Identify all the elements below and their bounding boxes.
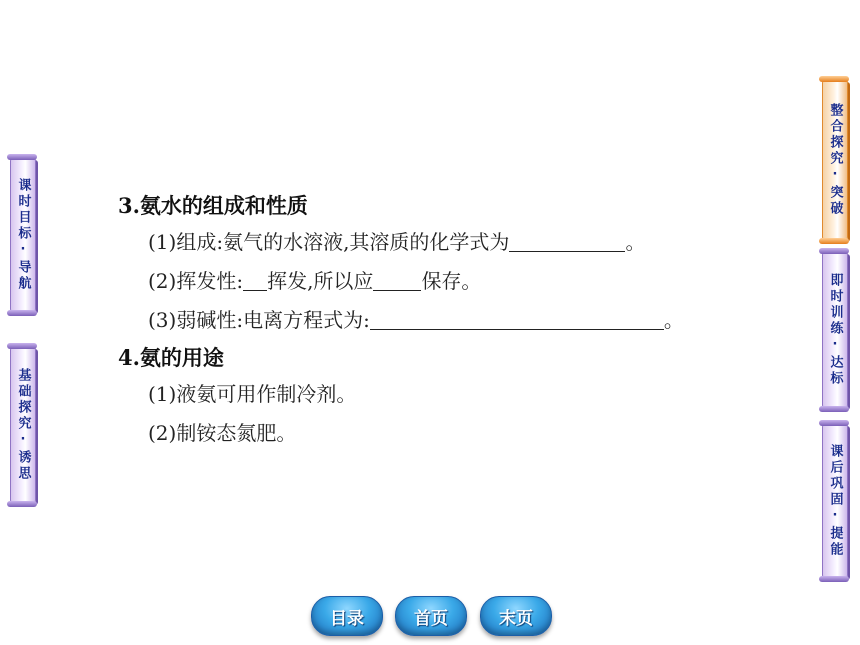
tab-integrated-explore-label: 整合探究·突破	[827, 103, 843, 217]
line-composition	[148, 223, 758, 262]
heading-ammonia-uses: 4.氨的用途	[118, 345, 224, 370]
volatility-end: 保存。	[421, 269, 482, 293]
blank-volatility	[243, 266, 267, 291]
toc-button[interactable]: 目录	[311, 596, 383, 636]
tab-integrated-explore[interactable]	[822, 80, 848, 240]
tab-course-goals[interactable]	[10, 158, 36, 312]
bottom-nav	[0, 596, 860, 636]
slide-content	[118, 188, 758, 453]
tab-basic-explore-label: 基础探究·诱思	[15, 368, 31, 482]
tab-instant-practice-label: 即时训练·达标	[827, 273, 843, 387]
composition-end: 。	[625, 230, 646, 254]
tab-after-class-label: 课后巩固·提能	[827, 444, 843, 558]
home-button[interactable]: 首页	[395, 596, 467, 636]
last-page-button[interactable]: 末页	[480, 596, 552, 636]
tab-course-goals-label: 课时目标·导航	[15, 178, 31, 292]
volatility-text: (2)挥发性:	[148, 269, 244, 293]
weak-base-end: 。	[663, 308, 684, 332]
tab-basic-explore[interactable]	[10, 347, 36, 503]
line-weak-base	[148, 301, 758, 340]
line-use-fertilizer: (2)制铵态氮肥。	[148, 421, 297, 445]
line-use-refrigerant: (1)液氨可用作制冷剂。	[148, 382, 357, 406]
line-volatility	[148, 262, 758, 301]
blank-formula	[509, 227, 625, 252]
tab-after-class[interactable]	[822, 424, 848, 578]
tab-instant-practice[interactable]	[822, 252, 848, 408]
heading-ammonia-water: 3.氨水的组成和性质	[118, 193, 308, 218]
volatility-mid: 挥发,所以应	[267, 269, 374, 293]
weak-base-text: (3)弱碱性:电离方程式为:	[148, 308, 370, 332]
blank-ionization-equation	[370, 305, 664, 330]
blank-storage	[373, 266, 421, 291]
composition-text: (1)组成:氨气的水溶液,其溶质的化学式为	[148, 230, 510, 254]
